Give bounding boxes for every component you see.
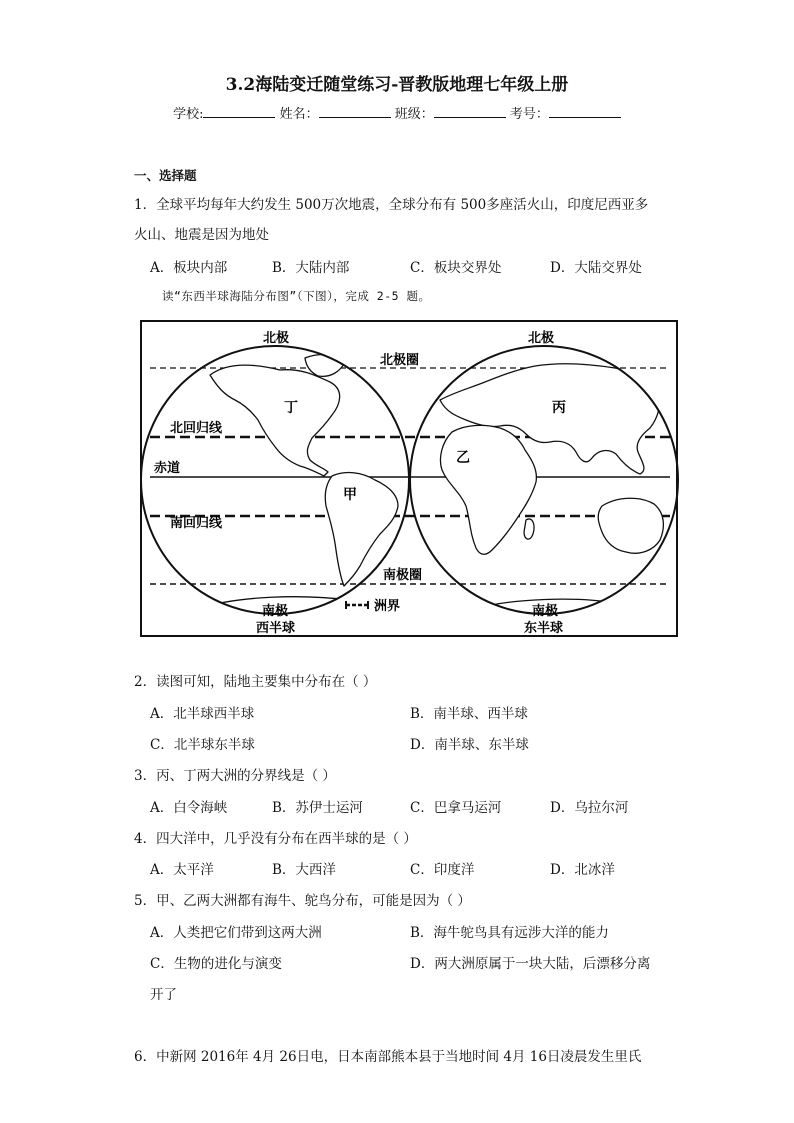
q5-option-b[interactable]: B．海牛鸵鸟具有远涉大洋的能力 [410, 925, 609, 941]
q2-option-d[interactable]: D．南半球、东半球 [410, 737, 529, 753]
q6-line1: 6．中新网 2016年 4月 26日电，日本南部熊本县于当地时间 4月 16日凌晨发生里氏 [134, 1049, 642, 1065]
label-south-pole-east: 南极 [532, 604, 559, 619]
label-north-pole-east: 北极 [528, 331, 555, 346]
q3-option-a[interactable]: A．白令海峡 [150, 800, 228, 816]
q1-option-d[interactable]: D．大陆交界处 [550, 260, 642, 276]
page-title: 3.2海陆变迁随堂练习-晋教版地理七年级上册 [225, 75, 569, 95]
label-arctic-circle: 北极圈 [380, 353, 420, 368]
q1-option-a[interactable]: A．板块内部 [150, 260, 228, 276]
q5-option-d-continuation: 开了 [150, 987, 177, 1003]
label-continent-border: 洲界 [374, 599, 401, 614]
label-ding: 丁 [284, 400, 298, 416]
q1-line2: 火山、地震是因为地处 [134, 227, 269, 243]
section-title: 一、选择题 [134, 168, 197, 183]
q3-stem: 3．丙、丁两大洲的分界线是（ ） [134, 768, 336, 784]
q4-option-c[interactable]: C．印度洋 [410, 862, 475, 878]
school-label: 学校: [173, 107, 204, 122]
label-yi: 乙 [456, 450, 470, 466]
label-west-hemisphere: 西半球 [256, 621, 296, 636]
q1-option-b[interactable]: B．大陆内部 [272, 260, 350, 276]
q5-option-a[interactable]: A．人类把它们带到这两大洲 [150, 925, 322, 941]
q3-option-b[interactable]: B．苏伊士运河 [272, 800, 363, 816]
q5-stem: 5．甲、乙两大洲都有海牛、鸵鸟分布，可能是因为（ ） [134, 893, 471, 909]
q2-option-b[interactable]: B．南半球、西半球 [410, 706, 528, 722]
madagascar-shape [524, 519, 534, 539]
q2-option-c[interactable]: C．北半球东半球 [150, 737, 255, 753]
map-hint: 读“东西半球海陆分布图”（下图），完成 2-5 题。 [162, 289, 431, 303]
label-antarctic-circle: 南极圈 [383, 568, 423, 583]
label-bing: 丙 [552, 400, 566, 416]
q5-option-d[interactable]: D．两大洲原属于一块大陆，后漂移分离 [410, 956, 651, 972]
name-label: 姓名： [279, 107, 319, 122]
q3-option-d[interactable]: D．乌拉尔河 [550, 800, 629, 816]
label-jia: 甲 [343, 487, 357, 503]
label-east-hemisphere: 东半球 [524, 621, 564, 636]
exam-no-label: 考号： [509, 107, 549, 122]
student-info-row [0, 103, 794, 122]
q3-option-c[interactable]: C．巴拿马运河 [410, 800, 502, 816]
class-label: 班级： [394, 107, 434, 122]
q4-stem: 4．四大洋中，几乎没有分布在西半球的是（ ） [134, 831, 417, 847]
school-blank[interactable] [203, 105, 275, 118]
label-tropic-capricorn: 南回归线 [170, 516, 223, 531]
label-equator: 赤道 [154, 461, 181, 476]
exam-no-blank[interactable] [549, 105, 621, 118]
label-north-pole-west: 北极 [263, 331, 290, 346]
q2-option-a[interactable]: A．北半球西半球 [150, 706, 255, 722]
q4-option-d[interactable]: D．北冰洋 [550, 862, 615, 878]
hemisphere-map [140, 320, 680, 638]
q2-stem: 2．读图可知，陆地主要集中分布在（ ） [134, 674, 377, 690]
q4-option-b[interactable]: B．大西洋 [272, 862, 336, 878]
q1-line1: 1．全球平均每年大约发生 500万次地震，全球分布有 500多座活火山，印度尼西亚多 [134, 197, 649, 213]
q5-option-c[interactable]: C．生物的进化与演变 [150, 956, 282, 972]
name-blank[interactable] [319, 105, 391, 118]
label-south-pole-west: 南极 [262, 604, 289, 619]
class-blank[interactable] [434, 105, 506, 118]
q4-option-a[interactable]: A．太平洋 [150, 862, 214, 878]
label-tropic-cancer: 北回归线 [170, 421, 223, 436]
q1-option-c[interactable]: C．板块交界处 [410, 260, 502, 276]
